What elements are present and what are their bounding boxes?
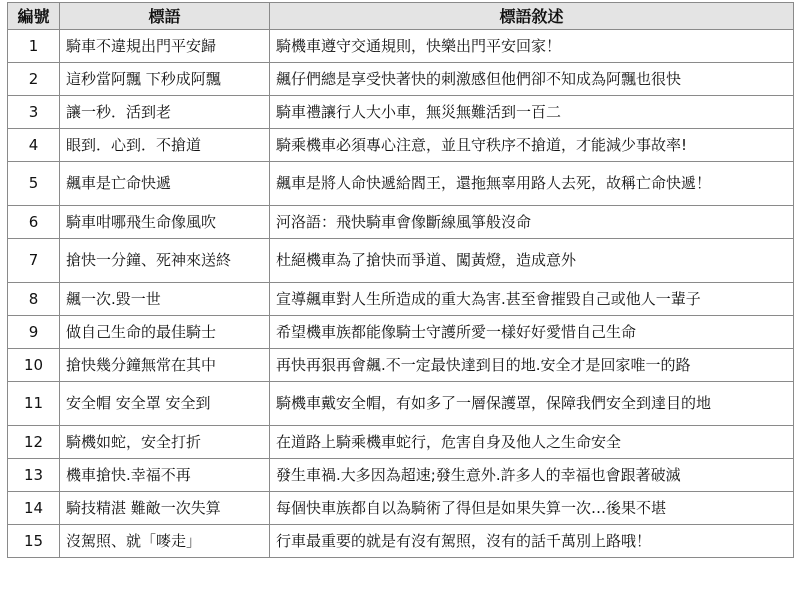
row-description: 每個快車族都自以為騎術了得但是如果失算一次…後果不堪 [270,492,794,525]
row-number: 1 [8,30,60,63]
row-slogan: 做自己生命的最佳騎士 [60,316,270,349]
table-row [8,96,794,129]
row-description: 行車最重要的就是有沒有駕照，沒有的話千萬別上路哦！ [270,525,794,558]
row-slogan: 飆一次.毀一世 [60,283,270,316]
table-row [8,129,794,162]
header-description: 標語敘述 [270,3,794,30]
row-slogan: 騎車咁哪飛生命像風吹 [60,206,270,239]
row-slogan: 安全帽 安全罩 安全到 [60,382,270,426]
row-description: 杜絕機車為了搶快而爭道、闖黃燈，造成意外 [270,239,794,283]
row-description: 飆車是將人命快遞給閻王，還拖無辜用路人去死，故稱亡命快遞！ [270,162,794,206]
row-number: 14 [8,492,60,525]
row-description: 希望機車族都能像騎士守護所愛一樣好好愛惜自己生命 [270,316,794,349]
table-row [8,316,794,349]
row-number: 15 [8,525,60,558]
row-number: 5 [8,162,60,206]
table-row [8,30,794,63]
row-description: 再快再狠再會飆.不一定最快達到目的地.安全才是回家唯一的路 [270,349,794,382]
row-slogan: 沒駕照、就「嘜走」 [60,525,270,558]
row-number: 2 [8,63,60,96]
row-description: 發生車禍.大多因為超速;發生意外.許多人的幸福也會跟著破滅 [270,459,794,492]
table-row [8,239,794,283]
table-row [8,162,794,206]
row-number: 13 [8,459,60,492]
header-number: 編號 [8,3,60,30]
row-number: 4 [8,129,60,162]
row-slogan: 騎車不違規出門平安歸 [60,30,270,63]
row-number: 7 [8,239,60,283]
row-number: 10 [8,349,60,382]
table-row [8,459,794,492]
table-row [8,349,794,382]
row-slogan: 讓一秒．活到老 [60,96,270,129]
row-slogan: 搶快一分鐘、死神來送終 [60,239,270,283]
header-slogan: 標語 [60,3,270,30]
row-number: 8 [8,283,60,316]
row-description: 騎車禮讓行人大小車，無災無難活到一百二 [270,96,794,129]
table-row [8,525,794,558]
row-slogan: 騎技精湛 難敵一次失算 [60,492,270,525]
row-slogan: 這秒當阿飄 下秒成阿飄 [60,63,270,96]
row-description: 騎機車遵守交通規則，快樂出門平安回家！ [270,30,794,63]
row-slogan: 眼到．心到．不搶道 [60,129,270,162]
row-number: 12 [8,426,60,459]
row-slogan: 飆車是亡命快遞 [60,162,270,206]
row-description: 在道路上騎乘機車蛇行，危害自身及他人之生命安全 [270,426,794,459]
slogan-table [7,2,794,558]
table-row [8,63,794,96]
table-row [8,426,794,459]
row-description: 飆仔們總是享受快著快的刺激感但他們卻不知成為阿飄也很快 [270,63,794,96]
row-number: 3 [8,96,60,129]
row-number: 6 [8,206,60,239]
row-slogan: 騎機如蛇，安全打折 [60,426,270,459]
table-row [8,382,794,426]
row-description: 宣導飆車對人生所造成的重大為害.甚至會摧毀自己或他人一輩子 [270,283,794,316]
table-header-row [8,3,794,30]
table-row [8,492,794,525]
row-slogan: 搶快幾分鐘無常在其中 [60,349,270,382]
row-description: 河洛語：飛快騎車會像斷線風箏般沒命 [270,206,794,239]
row-number: 9 [8,316,60,349]
row-slogan: 機車搶快.幸福不再 [60,459,270,492]
row-description: 騎機車戴安全帽，有如多了一層保護罩，保障我們安全到達目的地 [270,382,794,426]
row-description: 騎乘機車必須專心注意，並且守秩序不搶道，才能減少事故率! [270,129,794,162]
row-number: 11 [8,382,60,426]
table-row [8,283,794,316]
table-row [8,206,794,239]
